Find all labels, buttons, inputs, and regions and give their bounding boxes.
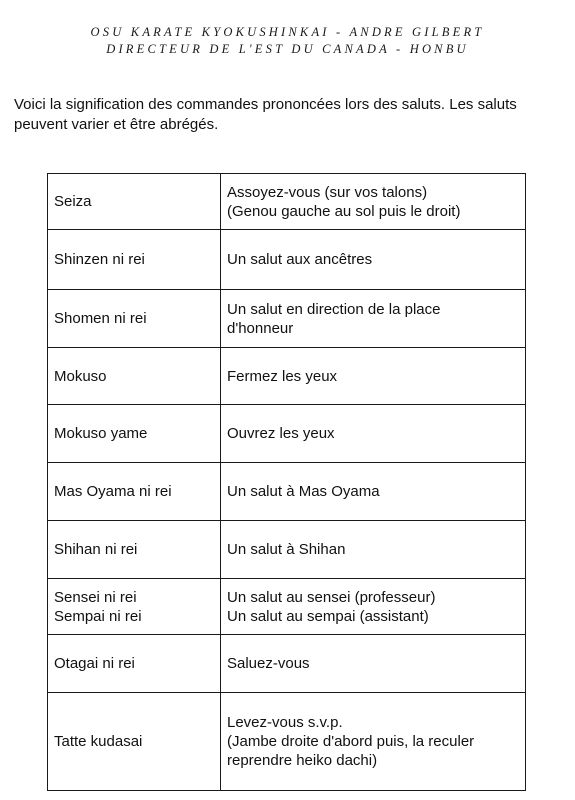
command-meaning bbox=[221, 521, 526, 579]
term-line: Mas Oyama ni rei bbox=[54, 483, 172, 500]
table-row bbox=[48, 174, 526, 230]
term-line: Sempai ni rei bbox=[54, 607, 142, 625]
meaning-line: Assoyez-vous (sur vos talons) bbox=[227, 183, 428, 201]
table-row bbox=[48, 579, 526, 635]
command-meaning bbox=[221, 693, 526, 791]
table-row bbox=[48, 405, 526, 463]
command-term bbox=[48, 290, 221, 348]
meaning-line: Un salut au sempai (assistant) bbox=[227, 607, 429, 625]
term-line: Seiza bbox=[54, 193, 92, 210]
term-line: Mokuso yame bbox=[54, 425, 148, 442]
command-meaning bbox=[221, 635, 526, 693]
meaning-line: Un salut aux ancêtres bbox=[227, 251, 373, 268]
table-row bbox=[48, 635, 526, 693]
meaning-line: Un salut en direction de la place bbox=[227, 300, 441, 318]
meaning-line: (Genou gauche au sol puis le droit) bbox=[227, 202, 461, 220]
meaning-line: Un salut à Shihan bbox=[227, 541, 346, 558]
command-meaning bbox=[221, 348, 526, 405]
term-line: Sensei ni rei bbox=[54, 588, 137, 606]
command-term bbox=[48, 579, 221, 635]
command-meaning bbox=[221, 174, 526, 230]
table-row bbox=[48, 693, 526, 791]
command-meaning bbox=[221, 290, 526, 348]
table-row bbox=[48, 290, 526, 348]
intro-paragraph: Voici la signification des commandes prononcées lors des saluts. Les saluts peuvent varier et être abrégés. bbox=[14, 96, 517, 133]
table-row bbox=[48, 521, 526, 579]
table-row bbox=[48, 463, 526, 521]
meaning-line: Saluez-vous bbox=[227, 655, 310, 672]
term-line: Shihan ni rei bbox=[54, 541, 138, 558]
command-meaning bbox=[221, 405, 526, 463]
meaning-line: Un salut au sensei (professeur) bbox=[227, 588, 436, 606]
meaning-line: Ouvrez les yeux bbox=[227, 425, 335, 442]
term-line: Shinzen ni rei bbox=[54, 251, 145, 268]
command-term bbox=[48, 521, 221, 579]
command-term bbox=[48, 693, 221, 791]
term-line: Tatte kudasai bbox=[54, 733, 143, 750]
command-term bbox=[48, 463, 221, 521]
document-header bbox=[0, 24, 575, 58]
table-row bbox=[48, 230, 526, 290]
command-meaning bbox=[221, 463, 526, 521]
commands-table bbox=[47, 173, 526, 791]
term-line: Otagai ni rei bbox=[54, 655, 135, 672]
meaning-line: (Jambe droite d'abord puis, la reculer bbox=[227, 733, 475, 750]
header-line-1: OSU KARATE KYOKUSHINKAI - ANDRE GILBERT bbox=[90, 25, 485, 39]
command-term bbox=[48, 230, 221, 290]
table-row bbox=[48, 348, 526, 405]
meaning-line: reprendre heiko dachi) bbox=[227, 752, 378, 769]
meaning-line: Un salut à Mas Oyama bbox=[227, 483, 380, 500]
term-line: Shomen ni rei bbox=[54, 310, 147, 327]
header-line-2: DIRECTEUR DE L'EST DU CANADA - HONBU bbox=[106, 42, 469, 56]
command-term bbox=[48, 635, 221, 693]
meaning-line: Fermez les yeux bbox=[227, 367, 338, 385]
term-line: Mokuso bbox=[54, 367, 107, 385]
command-term bbox=[48, 174, 221, 230]
command-meaning bbox=[221, 579, 526, 635]
command-meaning bbox=[221, 230, 526, 290]
command-term bbox=[48, 348, 221, 405]
meaning-line: Levez-vous s.v.p. bbox=[227, 714, 343, 731]
command-term bbox=[48, 405, 221, 463]
meaning-line: d'honneur bbox=[227, 319, 294, 337]
